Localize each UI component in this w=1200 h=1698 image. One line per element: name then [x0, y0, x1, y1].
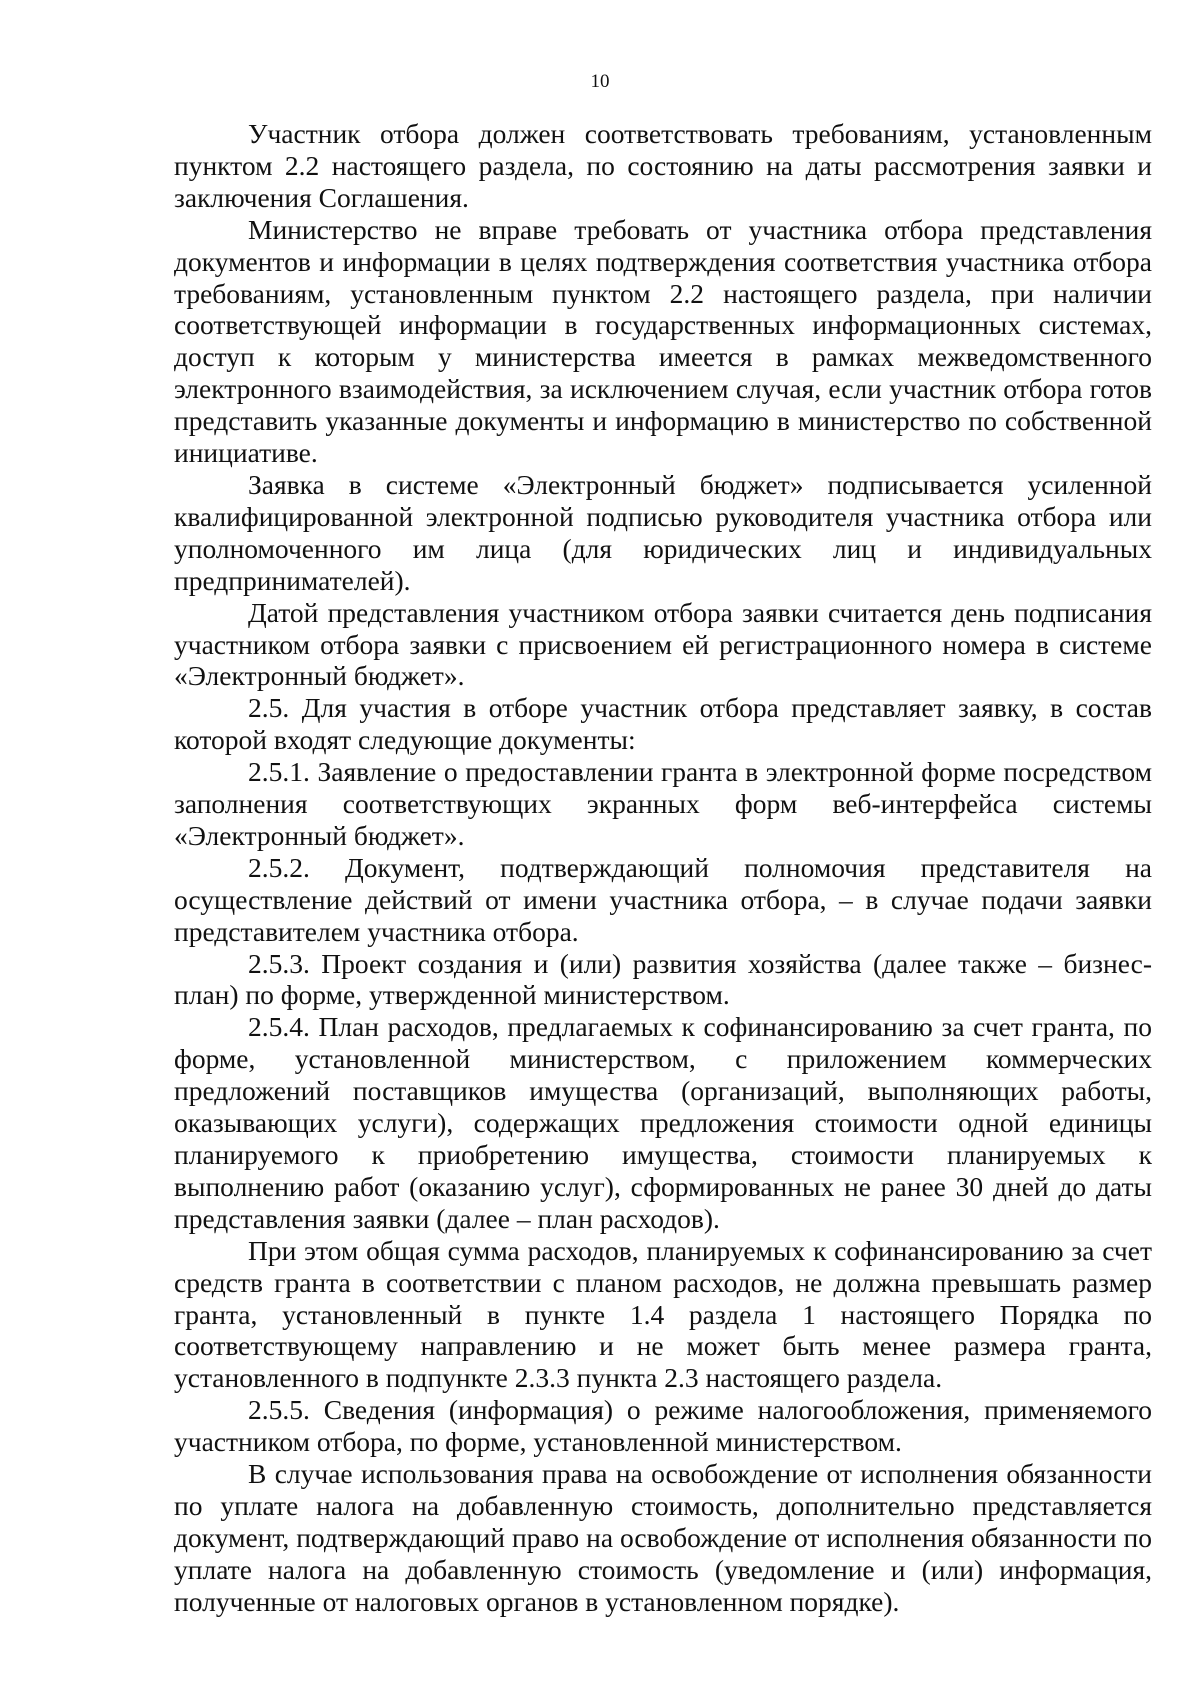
paragraph: Датой представления участником отбора заявки считается день подписания участником отбора заявки с присвоением ей регистрационного номера в системе «Электронный бюджет».: [174, 596, 1152, 692]
paragraph: В случае использования права на освобождение от исполнения обязанности по уплате налога на добавленную стоимость, дополнительно представляется документ, подтверждающий право на освобождение от исполнения обязанности по уплате налога на добавленную стоимость (уведомление и (или) информация, полученные от налоговых органов в установленном порядке).: [174, 1458, 1152, 1617]
paragraph: 2.5.4. План расходов, предлагаемых к софинансированию за счет гранта, по форме, установленной министерством, с приложением коммерческих предложений поставщиков имущества (организаций, выполняющих работы, оказывающих услуги), содержащих предложения стоимости одной единицы планируемого к приобретению имущества, стоимости планируемых к выполнению работ (оказанию услуг), сформированных не ранее 30 дней до даты представления заявки (далее – план расходов).: [174, 1011, 1152, 1234]
paragraph: Заявка в системе «Электронный бюджет» подписывается усиленной квалифицированной электронной подписью руководителя участника отбора или уполномоченного им лица (для юридических лиц и индивидуальных предпринимателей).: [174, 468, 1152, 596]
paragraph: 2.5. Для участия в отборе участник отбора представляет заявку, в состав которой входят следующие документы:: [174, 692, 1152, 756]
paragraph: 2.5.3. Проект создания и (или) развития хозяйства (далее также – бизнес-план) по форме, утвержденной министерством.: [174, 947, 1152, 1011]
paragraph: 2.5.1. Заявление о предоставлении гранта в электронной форме посредством заполнения соответствующих экранных форм веб-интерфейса системы «Электронный бюджет».: [174, 756, 1152, 851]
document-body: [174, 118, 1152, 1618]
paragraph: При этом общая сумма расходов, планируемых к софинансированию за счет средств гранта в соответствии с планом расходов, не должна превышать размер гранта, установленный в пункте 1.4 раздела 1 настоящего Порядка по соответствующему направлению и не может быть менее размера гранта, установленного в подпункте 2.3.3 пункта 2.3 настоящего раздела.: [174, 1234, 1152, 1394]
paragraph: 2.5.2. Документ, подтверждающий полномочия представителя на осуществление действий от имени участника отбора, – в случае подачи заявки представителем участника отбора.: [174, 851, 1152, 947]
paragraph: Министерство не вправе требовать от участника отбора представления документов и информации в целях подтверждения соответствия участника отбора требованиям, установленным пунктом 2.2 настоящего раздела, при наличии соответствующей информации в государственных информационных системах, доступ к которым у министерства имеется в рамках межведомственного электронного взаимодействия, за исключением случая, если участник отбора готов представить указанные документы и информацию в министерство по собственной инициативе.: [174, 213, 1152, 469]
paragraph: Участник отбора должен соответствовать требованиям, установленным пунктом 2.2 настоящего раздела, по состоянию на даты рассмотрения заявки и заключения Соглашения.: [174, 118, 1152, 213]
paragraph: 2.5.5. Сведения (информация) о режиме налогообложения, применяемого участником отбора, по форме, установленной министерством.: [174, 1394, 1152, 1458]
page-number: 10: [590, 71, 610, 92]
